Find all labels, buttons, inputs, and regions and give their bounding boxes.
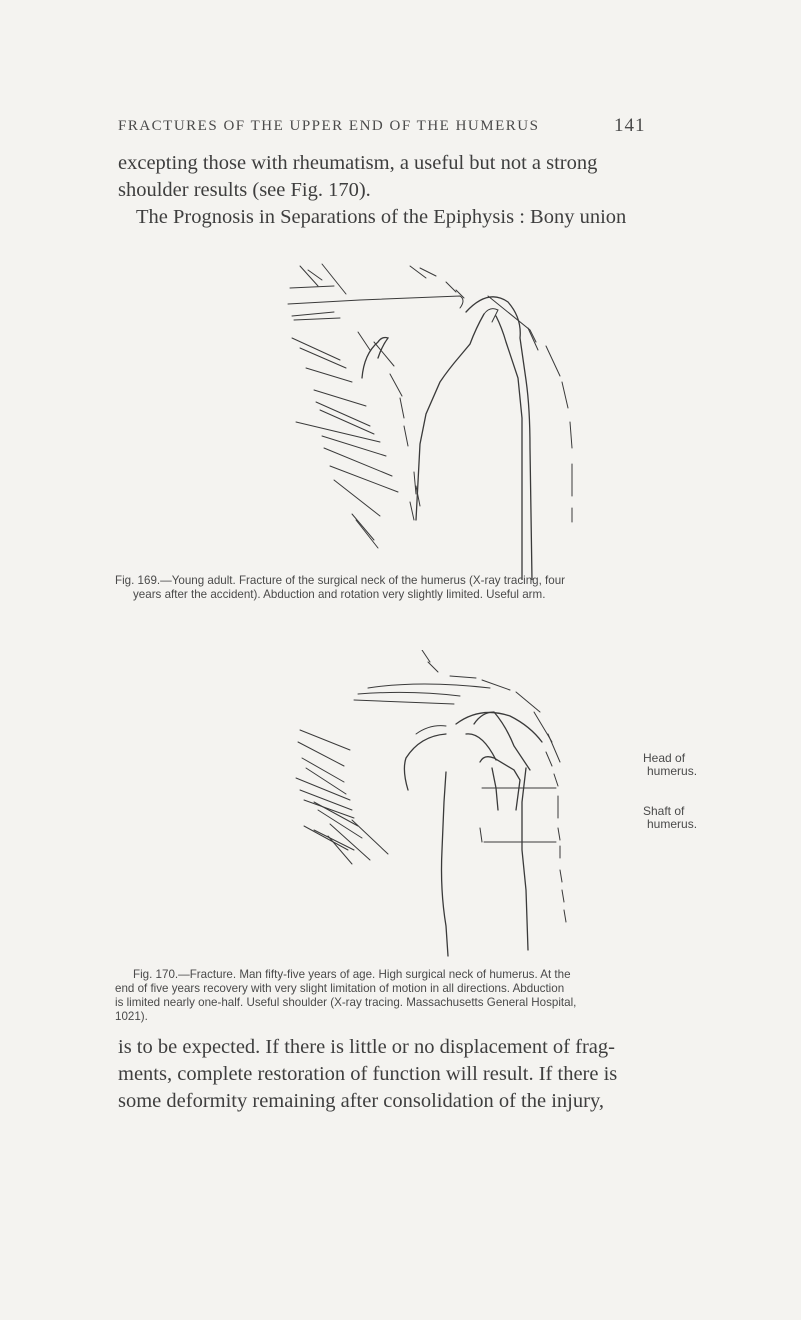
label-head-of-humerus (643, 752, 697, 778)
figure-170-caption (115, 968, 705, 1024)
running-head: FRACTURES OF THE UPPER END OF THE HUMERUS (118, 118, 540, 134)
text-line: ments, complete restoration of function will result. If there is (118, 1063, 618, 1085)
label-line: humerus. (647, 817, 698, 831)
label-line: humerus. (647, 764, 698, 778)
paragraph-top (118, 150, 688, 231)
caption-line: years after the accident). Abduction and rotation very slightly limited. Useful arm. (133, 588, 546, 601)
paragraph-bottom (118, 1034, 688, 1115)
text-line: shoulder results (see Fig. 170). (118, 179, 371, 201)
figure-169-drawing (270, 258, 600, 580)
figure-169-caption (115, 574, 705, 602)
caption-line: Fig. 169.—Young adult. Fracture of the surgical neck of the humerus (X-ray tracing, four (115, 574, 566, 587)
caption-line: Fig. 170.—Fracture. Man fifty-five years of age. High surgical neck of humerus. At the (133, 968, 571, 981)
page-header (0, 115, 801, 140)
page-number: 141 (614, 115, 646, 136)
text-line: The Prognosis in Separations of the Epiphysis : Bony union (136, 206, 627, 228)
caption-line: end of five years recovery with very slight limitation of motion in all directions. Abduction (115, 982, 565, 995)
text-line: is to be expected. If there is little or no displacement of frag- (118, 1036, 615, 1058)
caption-line: is limited nearly one-half. Useful shoulder (X-ray tracing. Massachusetts General Hospital, (115, 996, 577, 1009)
label-line: Head of (643, 751, 686, 765)
text-line: excepting those with rheumatism, a useful but not a strong (118, 152, 598, 174)
caption-line: 1021). (115, 1010, 148, 1023)
figure-169-xray-tracing (270, 258, 600, 580)
label-shaft-of-humerus (643, 805, 697, 831)
figure-170-xray-tracing (270, 650, 730, 972)
label-line: Shaft of (643, 804, 685, 818)
text-line: some deformity remaining after consolidation of the injury, (118, 1090, 604, 1112)
